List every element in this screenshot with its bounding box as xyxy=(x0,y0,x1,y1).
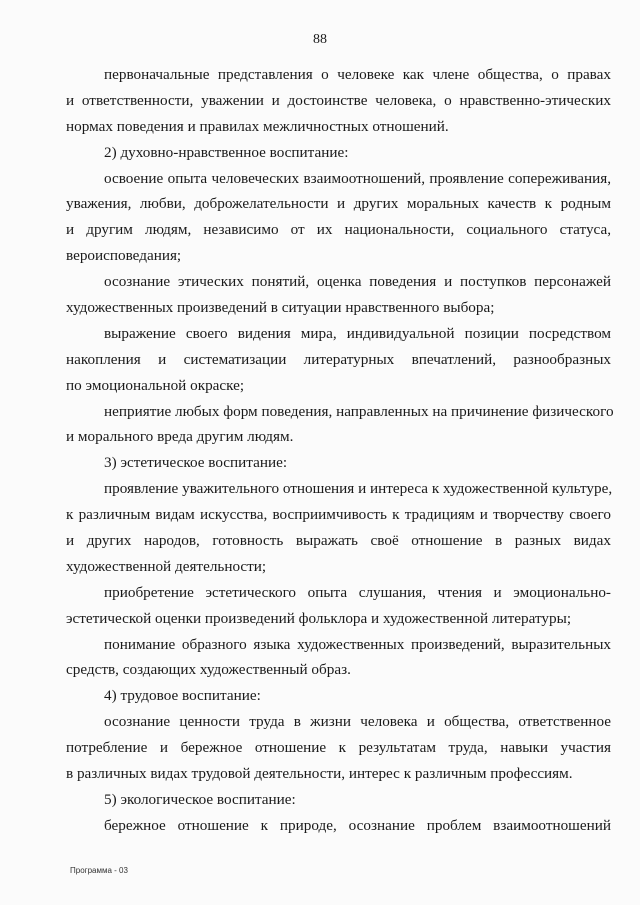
text-line: нормах поведения и правилах межличностных отношений. xyxy=(66,117,449,135)
text-line: к различным видам искусства, восприимчивость к традициям и творчеству своего xyxy=(66,506,611,524)
text-line: 5) экологическое воспитание: xyxy=(104,790,296,808)
text-line: художественной деятельности; xyxy=(66,557,267,575)
page-number: 88 xyxy=(313,32,327,47)
text-line: в различных видах трудовой деятельности, интерес к различным профессиям. xyxy=(66,765,573,783)
text-line: выражение своего видения мира, индивидуальной позиции посредством xyxy=(104,324,611,342)
text-line: 4) трудовое воспитание: xyxy=(104,687,261,705)
text-line: художественных произведений в ситуации нравственного выбора; xyxy=(66,299,495,317)
text-line: неприятие любых форм поведения, направленных на причинение физического xyxy=(104,402,614,420)
document-body xyxy=(66,62,614,839)
text-line: 2) духовно-нравственное воспитание: xyxy=(104,143,349,161)
text-line: уважения, любви, доброжелательности и других моральных качеств к родным xyxy=(66,195,611,213)
text-line: средств, создающих художественный образ. xyxy=(66,661,351,679)
text-line: и морального вреда другим людям. xyxy=(66,428,294,446)
text-line: осознание ценности труда в жизни человека и общества, ответственное xyxy=(104,713,611,731)
text-line: освоение опыта человеческих взаимоотношений, проявление сопереживания, xyxy=(104,169,611,187)
text-line: осознание этических понятий, оценка поведения и поступков персонажей xyxy=(104,273,611,291)
text-line: накопления и систематизации литературных впечатлений, разнообразных xyxy=(66,350,611,368)
text-line: понимание образного языка художественных произведений, выразительных xyxy=(104,635,611,653)
text-line: потребление и бережное отношение к результатам труда, навыки участия xyxy=(66,739,611,757)
text-line: приобретение эстетического опыта слушания, чтения и эмоционально- xyxy=(104,583,611,601)
text-line: и ответственности, уважении и достоинстве человека, о нравственно-этических xyxy=(66,91,611,109)
footer-label: Программа - 03 xyxy=(70,866,128,875)
text-line: 3) эстетическое воспитание: xyxy=(104,454,288,472)
text-line: и другим людям, независимо от их национальности, социального статуса, xyxy=(66,221,611,239)
text-line: и других народов, готовность выражать своё отношение в разных видах xyxy=(66,532,611,550)
text-line: первоначальные представления о человеке как члене общества, о правах xyxy=(104,66,611,83)
text-line: проявление уважительного отношения и интереса к художественной культуре, xyxy=(104,480,613,498)
text-line: эстетической оценки произведений фольклора и художественной литературы; xyxy=(66,609,572,627)
text-line: по эмоциональной окраске; xyxy=(66,376,245,394)
text-line: вероисповедания; xyxy=(66,247,182,265)
text-line: бережное отношение к природе, осознание проблем взаимоотношений xyxy=(104,816,611,834)
